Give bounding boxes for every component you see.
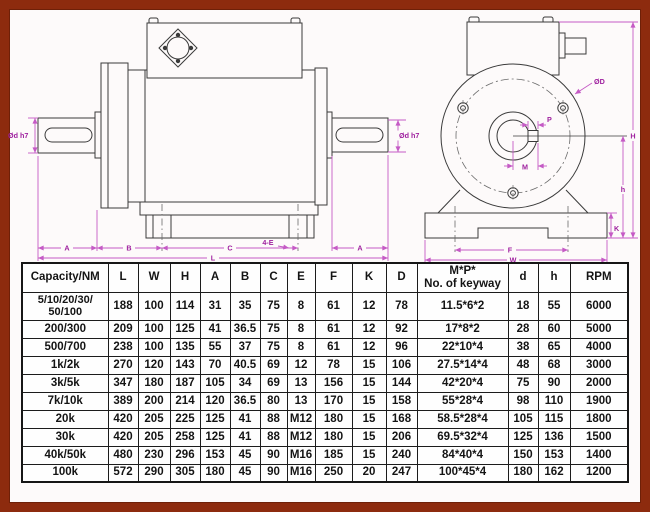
- table-cell: 247: [386, 464, 417, 482]
- table-cell: 572: [108, 464, 138, 482]
- table-cell: 42*20*4: [417, 374, 508, 392]
- table-cell: 5000: [570, 320, 628, 338]
- table-cell: 6000: [570, 292, 628, 320]
- dim-label-f: F: [507, 245, 513, 255]
- table-cell: 205: [138, 428, 170, 446]
- table-cell: 153: [200, 446, 230, 464]
- table-cell: 158: [386, 392, 417, 410]
- dim-label-od: ØD: [594, 77, 605, 86]
- table-cell: 48: [508, 356, 538, 374]
- table-cell: 36.5: [230, 392, 260, 410]
- table-cell: 55*28*4: [417, 392, 508, 410]
- table-cell: 180: [138, 374, 170, 392]
- table-cell: 225: [170, 410, 200, 428]
- table-cell: 1200: [570, 464, 628, 482]
- table-cell: 100: [138, 292, 170, 320]
- dim-label-k: K: [614, 224, 620, 233]
- table-cell: 61: [315, 292, 352, 320]
- table-cell: 120: [138, 356, 170, 374]
- table-cell: 125: [508, 428, 538, 446]
- table-cell: 88: [260, 410, 287, 428]
- column-header: C: [260, 263, 287, 292]
- table-cell: 12: [287, 356, 315, 374]
- column-header: M*P* No. of keyway: [417, 263, 508, 292]
- column-header: E: [287, 263, 315, 292]
- column-header: H: [170, 263, 200, 292]
- table-cell: 60: [538, 320, 570, 338]
- front-connector: [565, 38, 586, 54]
- table-cell: 1400: [570, 446, 628, 464]
- column-header: L: [108, 263, 138, 292]
- column-header: B: [230, 263, 260, 292]
- table-cell: 1500: [570, 428, 628, 446]
- side-left-keyway: [45, 128, 92, 142]
- column-header: d: [508, 263, 538, 292]
- table-cell: 88: [260, 428, 287, 446]
- dim-label-p: P: [547, 115, 552, 124]
- dim-label-m: M: [522, 162, 528, 172]
- column-header: F: [315, 263, 352, 292]
- column-header: W: [138, 263, 170, 292]
- table-cell: 125: [200, 428, 230, 446]
- table-cell: 480: [108, 446, 138, 464]
- table-cell: 80: [260, 392, 287, 410]
- table-cell: 238: [108, 338, 138, 356]
- dim-label-w: W: [509, 255, 517, 262]
- table-row: [22, 464, 628, 482]
- table-cell: 20k: [22, 410, 108, 428]
- table-cell: M16: [287, 464, 315, 482]
- column-header: Capacity/NM: [22, 263, 108, 292]
- column-header: RPM: [570, 263, 628, 292]
- table-cell: 205: [138, 410, 170, 428]
- table-cell: 420: [108, 428, 138, 446]
- table-cell: 38: [508, 338, 538, 356]
- table-cell: 1800: [570, 410, 628, 428]
- table-cell: 13: [287, 392, 315, 410]
- table-cell: 41: [230, 428, 260, 446]
- table-cell: 180: [315, 410, 352, 428]
- front-connector-plate: [559, 33, 565, 58]
- table-cell: 2000: [570, 374, 628, 392]
- table-cell: 5/10/20/30/ 50/100: [22, 292, 108, 320]
- table-cell: 75: [508, 374, 538, 392]
- table-cell: 84*40*4: [417, 446, 508, 464]
- table-cell: 180: [315, 428, 352, 446]
- table-cell: 290: [138, 464, 170, 482]
- table-cell: 27.5*14*4: [417, 356, 508, 374]
- table-row: [22, 428, 628, 446]
- dim-label-c: C: [227, 243, 233, 253]
- table-row: [22, 374, 628, 392]
- table-cell: 90: [260, 446, 287, 464]
- table-cell: 45: [230, 446, 260, 464]
- table-cell: 20: [352, 464, 386, 482]
- table-cell: 100k: [22, 464, 108, 482]
- dim-label-shaft-d-left: Ød h7: [8, 131, 29, 140]
- side-connector: [167, 37, 189, 59]
- table-cell: 170: [315, 392, 352, 410]
- table-cell: 31: [200, 292, 230, 320]
- table-cell: 61: [315, 320, 352, 338]
- table-cell: 258: [170, 428, 200, 446]
- table-cell: 75: [260, 338, 287, 356]
- table-cell: 75: [260, 292, 287, 320]
- table-cell: 180: [200, 464, 230, 482]
- table-cell: 78: [315, 356, 352, 374]
- table-cell: 206: [386, 428, 417, 446]
- table-cell: 55: [538, 292, 570, 320]
- table-cell: 389: [108, 392, 138, 410]
- side-base-plate: [140, 202, 318, 215]
- table-cell: 120: [200, 392, 230, 410]
- dim-label-center-height: h: [620, 185, 626, 194]
- front-base: [425, 213, 607, 238]
- table-cell: 8: [287, 320, 315, 338]
- table-cell: 100: [138, 338, 170, 356]
- column-header: D: [386, 263, 417, 292]
- table-cell: 296: [170, 446, 200, 464]
- table-cell: 68: [538, 356, 570, 374]
- table-cell: 200/300: [22, 320, 108, 338]
- table-cell: 28: [508, 320, 538, 338]
- table-cell: M12: [287, 410, 315, 428]
- table-row: [22, 410, 628, 428]
- table-cell: 65: [538, 338, 570, 356]
- table-cell: 4000: [570, 338, 628, 356]
- table-cell: 41: [230, 410, 260, 428]
- table-cell: 75: [260, 320, 287, 338]
- table-cell: 15: [352, 410, 386, 428]
- table-cell: 13: [287, 374, 315, 392]
- table-cell: 100: [138, 320, 170, 338]
- dim-label-b: B: [126, 243, 132, 253]
- table-cell: 70: [200, 356, 230, 374]
- table-cell: 58.5*28*4: [417, 410, 508, 428]
- dim-label-shaft-d-right: Ød h7: [399, 131, 420, 140]
- table-cell: 106: [386, 356, 417, 374]
- table-cell: 168: [386, 410, 417, 428]
- table-cell: 153: [538, 446, 570, 464]
- table-cell: 15: [352, 428, 386, 446]
- side-right-keyway: [336, 128, 383, 142]
- table-cell: 500/700: [22, 338, 108, 356]
- table-cell: 188: [108, 292, 138, 320]
- table-cell: 8: [287, 338, 315, 356]
- table-row: [22, 356, 628, 374]
- table-cell: 78: [386, 292, 417, 320]
- table-cell: 92: [386, 320, 417, 338]
- table-cell: 11.5*6*2: [417, 292, 508, 320]
- table-cell: 45: [230, 464, 260, 482]
- table-cell: 187: [170, 374, 200, 392]
- table-cell: 30k: [22, 428, 108, 446]
- dim-label-4e: 4-E: [262, 238, 274, 247]
- dim-label-l: L: [210, 253, 216, 262]
- table-cell: 8: [287, 292, 315, 320]
- table-row: [22, 392, 628, 410]
- table-cell: 34: [230, 374, 260, 392]
- table-cell: 15: [352, 356, 386, 374]
- table-row: [22, 338, 628, 356]
- table-cell: 114: [170, 292, 200, 320]
- table-cell: 136: [538, 428, 570, 446]
- side-left-flange: [101, 63, 128, 208]
- table-cell: 22*10*4: [417, 338, 508, 356]
- table-cell: 96: [386, 338, 417, 356]
- table-cell: 12: [352, 320, 386, 338]
- side-right-flange: [315, 68, 327, 205]
- table-row: [22, 292, 628, 320]
- table-cell: 105: [508, 410, 538, 428]
- table-cell: M16: [287, 446, 315, 464]
- table-cell: 110: [538, 392, 570, 410]
- table-cell: 250: [315, 464, 352, 482]
- table-cell: 18: [508, 292, 538, 320]
- table-cell: 15: [352, 392, 386, 410]
- table-cell: 162: [538, 464, 570, 482]
- table-cell: 105: [200, 374, 230, 392]
- table-cell: 143: [170, 356, 200, 374]
- table-cell: 55: [200, 338, 230, 356]
- table-cell: 37: [230, 338, 260, 356]
- table-cell: 36.5: [230, 320, 260, 338]
- dim-label-a-left: A: [64, 243, 70, 253]
- table-cell: 240: [386, 446, 417, 464]
- table-cell: 90: [538, 374, 570, 392]
- table-cell: 41: [200, 320, 230, 338]
- table-header-row: [22, 263, 628, 292]
- spec-table: [21, 262, 629, 483]
- table-cell: 125: [170, 320, 200, 338]
- table-row: [22, 320, 628, 338]
- table-cell: 15: [352, 374, 386, 392]
- table-cell: 420: [108, 410, 138, 428]
- table-cell: 100*45*4: [417, 464, 508, 482]
- table-cell: 156: [315, 374, 352, 392]
- table-cell: 144: [386, 374, 417, 392]
- side-body: [145, 70, 315, 202]
- side-view: [38, 18, 388, 251]
- table-cell: 12: [352, 338, 386, 356]
- table-cell: 270: [108, 356, 138, 374]
- table-cell: 69.5*32*4: [417, 428, 508, 446]
- front-view: [425, 17, 627, 252]
- table-cell: 40.5: [230, 356, 260, 374]
- table-cell: 69: [260, 356, 287, 374]
- table-cell: 135: [170, 338, 200, 356]
- table-cell: 35: [230, 292, 260, 320]
- table-cell: 185: [315, 446, 352, 464]
- table-cell: 90: [260, 464, 287, 482]
- table-body: [22, 292, 628, 482]
- table-cell: 230: [138, 446, 170, 464]
- table-cell: 12: [352, 292, 386, 320]
- table-cell: 1k/2k: [22, 356, 108, 374]
- table-cell: 98: [508, 392, 538, 410]
- column-header: A: [200, 263, 230, 292]
- table-cell: 17*8*2: [417, 320, 508, 338]
- table-cell: 305: [170, 464, 200, 482]
- table-cell: 150: [508, 446, 538, 464]
- table-cell: 3000: [570, 356, 628, 374]
- table-cell: 180: [508, 464, 538, 482]
- table-cell: 1900: [570, 392, 628, 410]
- dim-label-a-right: A: [357, 243, 363, 253]
- table-cell: 69: [260, 374, 287, 392]
- table-row: [22, 446, 628, 464]
- column-header: K: [352, 263, 386, 292]
- table-cell: 7k/10k: [22, 392, 108, 410]
- table-cell: M12: [287, 428, 315, 446]
- table-cell: 125: [200, 410, 230, 428]
- table-cell: 115: [538, 410, 570, 428]
- table-cell: 209: [108, 320, 138, 338]
- table-cell: 200: [138, 392, 170, 410]
- table-cell: 61: [315, 338, 352, 356]
- table-cell: 214: [170, 392, 200, 410]
- table-cell: 40k/50k: [22, 446, 108, 464]
- dim-label-height: H: [630, 131, 636, 141]
- table-cell: 347: [108, 374, 138, 392]
- table-cell: 15: [352, 446, 386, 464]
- column-header: h: [538, 263, 570, 292]
- table-cell: 3k/5k: [22, 374, 108, 392]
